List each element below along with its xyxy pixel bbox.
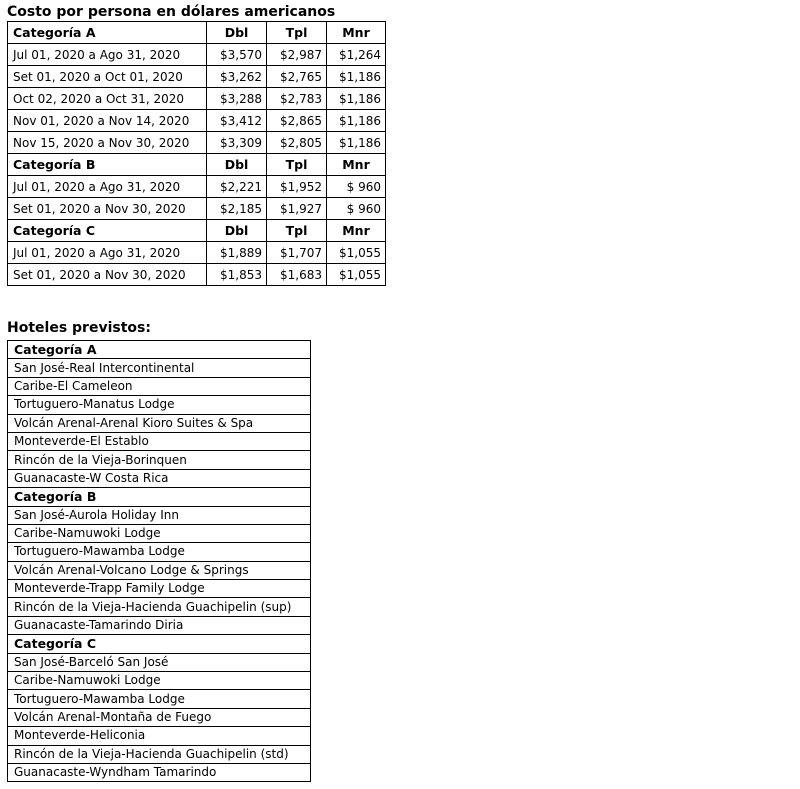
hotel-name: Tortuguero-Mawamba Lodge: [8, 690, 311, 708]
hotel-category-label: Categoría B: [8, 488, 311, 506]
date-range-cell: Nov 01, 2020 a Nov 14, 2020: [8, 110, 207, 132]
hotel-category-row: [8, 488, 311, 506]
prices-table: [7, 21, 386, 286]
price-cell: $2,221: [207, 176, 267, 198]
hotel-row: [8, 543, 311, 561]
price-cell: $1,186: [327, 110, 386, 132]
price-cell: $1,707: [267, 242, 327, 264]
hotel-row: [8, 580, 311, 598]
hotel-row: [8, 396, 311, 414]
price-cell: $1,683: [267, 264, 327, 286]
hotel-category-row: [8, 635, 311, 653]
category-label: Categoría C: [8, 220, 207, 242]
price-cell: $1,927: [267, 198, 327, 220]
hotel-row: [8, 598, 311, 616]
hotel-name: Rincón de la Vieja-Borinquen: [8, 451, 311, 469]
hotel-name: Caribe-Namuwoki Lodge: [8, 524, 311, 542]
hotel-row: [8, 524, 311, 542]
hotel-row: [8, 763, 311, 781]
price-cell: $1,264: [327, 44, 386, 66]
hotel-category-label: Categoría A: [8, 341, 311, 359]
price-cell: $2,185: [207, 198, 267, 220]
hotels-table: [7, 340, 311, 782]
price-cell: $2,783: [267, 88, 327, 110]
price-cell: $1,055: [327, 242, 386, 264]
hotel-row: [8, 432, 311, 450]
date-range-cell: Set 01, 2020 a Nov 30, 2020: [8, 198, 207, 220]
hotel-row: [8, 653, 311, 671]
hotel-row: [8, 414, 311, 432]
category-header-row: [8, 154, 386, 176]
price-cell: $3,570: [207, 44, 267, 66]
table-row: [8, 176, 386, 198]
category-label: Categoría B: [8, 154, 207, 176]
price-cell: Mnr: [327, 154, 386, 176]
hotel-row: [8, 708, 311, 726]
date-range-cell: Jul 01, 2020 a Ago 31, 2020: [8, 242, 207, 264]
date-range-cell: Nov 15, 2020 a Nov 30, 2020: [8, 132, 207, 154]
price-cell: $1,055: [327, 264, 386, 286]
price-cell: $2,805: [267, 132, 327, 154]
category-label: Categoría A: [8, 22, 207, 44]
table-row: [8, 264, 386, 286]
price-cell: $1,186: [327, 88, 386, 110]
table-row: [8, 242, 386, 264]
price-cell: Dbl: [207, 22, 267, 44]
hotel-name: Caribe-El Cameleon: [8, 377, 311, 395]
hotel-name: Volcán Arenal-Volcano Lodge & Springs: [8, 561, 311, 579]
prices-title: Costo por persona en dólares americanos: [7, 4, 336, 20]
price-cell: $1,186: [327, 132, 386, 154]
hotel-row: [8, 727, 311, 745]
hotel-name: Guanacaste-W Costa Rica: [8, 469, 311, 487]
hotel-name: Monteverde-Heliconia: [8, 727, 311, 745]
table-row: [8, 110, 386, 132]
hotel-name: Guanacaste-Tamarindo Diria: [8, 616, 311, 634]
date-range-cell: Oct 02, 2020 a Oct 31, 2020: [8, 88, 207, 110]
price-cell: $2,765: [267, 66, 327, 88]
hotel-row: [8, 561, 311, 579]
price-cell: $2,865: [267, 110, 327, 132]
hotel-name: Monteverde-Trapp Family Lodge: [8, 580, 311, 598]
price-cell: Tpl: [267, 22, 327, 44]
hotel-name: Rincón de la Vieja-Hacienda Guachipelin (std): [8, 745, 311, 763]
price-cell: Mnr: [327, 220, 386, 242]
price-cell: $1,952: [267, 176, 327, 198]
hotel-name: Caribe-Namuwoki Lodge: [8, 672, 311, 690]
hotel-name: San José-Barceló San José: [8, 653, 311, 671]
price-cell: $3,288: [207, 88, 267, 110]
price-cell: $1,186: [327, 66, 386, 88]
hotel-name: Rincón de la Vieja-Hacienda Guachipelin (sup): [8, 598, 311, 616]
hotel-row: [8, 359, 311, 377]
table-row: [8, 132, 386, 154]
price-cell: Tpl: [267, 154, 327, 176]
hotel-name: Volcán Arenal-Montaña de Fuego: [8, 708, 311, 726]
hotel-category-label: Categoría C: [8, 635, 311, 653]
hotel-row: [8, 745, 311, 763]
date-range-cell: Set 01, 2020 a Nov 30, 2020: [8, 264, 207, 286]
hotel-name: Guanacaste-Wyndham Tamarindo: [8, 763, 311, 781]
hotel-name: San José-Real Intercontinental: [8, 359, 311, 377]
price-cell: $3,309: [207, 132, 267, 154]
price-cell: $ 960: [327, 176, 386, 198]
hotel-name: Volcán Arenal-Arenal Kioro Suites & Spa: [8, 414, 311, 432]
date-range-cell: Set 01, 2020 a Oct 01, 2020: [8, 66, 207, 88]
price-cell: $3,412: [207, 110, 267, 132]
hotel-row: [8, 377, 311, 395]
hotel-row: [8, 672, 311, 690]
table-row: [8, 198, 386, 220]
table-row: [8, 44, 386, 66]
category-header-row: [8, 22, 386, 44]
price-cell: $1,853: [207, 264, 267, 286]
category-header-row: [8, 220, 386, 242]
hotel-row: [8, 469, 311, 487]
price-cell: $3,262: [207, 66, 267, 88]
hotel-row: [8, 506, 311, 524]
hotel-name: Monteverde-El Establo: [8, 432, 311, 450]
price-cell: Dbl: [207, 154, 267, 176]
hotel-name: Tortuguero-Mawamba Lodge: [8, 543, 311, 561]
hotels-title: Hoteles previstos:: [7, 320, 151, 336]
hotel-category-row: [8, 341, 311, 359]
date-range-cell: Jul 01, 2020 a Ago 31, 2020: [8, 176, 207, 198]
price-cell: Mnr: [327, 22, 386, 44]
table-row: [8, 66, 386, 88]
price-cell: $ 960: [327, 198, 386, 220]
hotel-name: San José-Aurola Holiday Inn: [8, 506, 311, 524]
hotel-row: [8, 616, 311, 634]
hotel-name: Tortuguero-Manatus Lodge: [8, 396, 311, 414]
price-cell: Tpl: [267, 220, 327, 242]
hotel-row: [8, 451, 311, 469]
price-cell: $2,987: [267, 44, 327, 66]
table-row: [8, 88, 386, 110]
date-range-cell: Jul 01, 2020 a Ago 31, 2020: [8, 44, 207, 66]
price-cell: Dbl: [207, 220, 267, 242]
hotel-row: [8, 690, 311, 708]
price-cell: $1,889: [207, 242, 267, 264]
